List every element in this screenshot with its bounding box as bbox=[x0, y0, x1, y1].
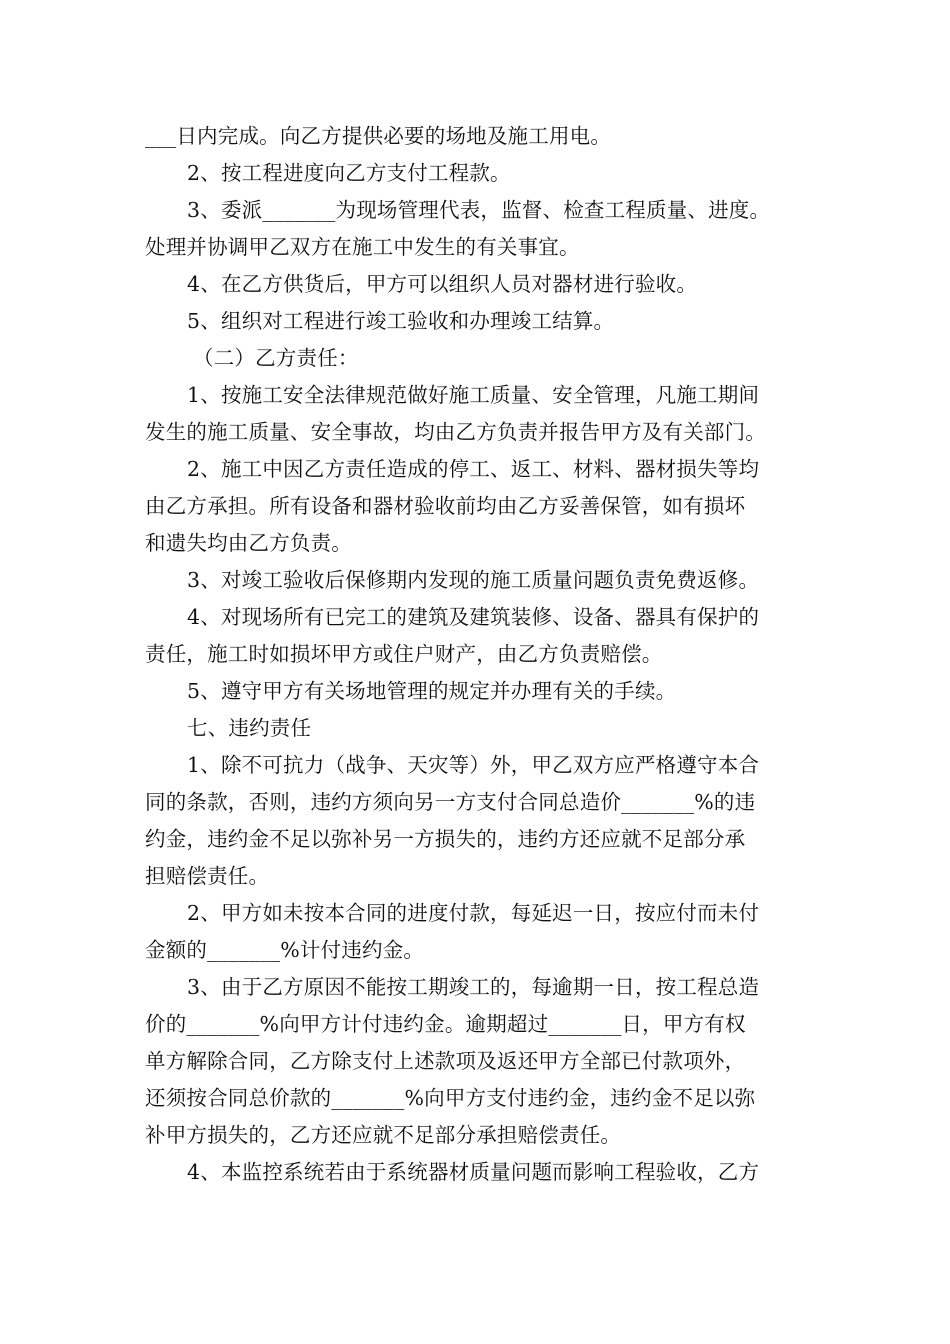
text-line-clause-4: 4、在乙方供货后，甲方可以组织人员对器材进行验收。 bbox=[187, 272, 698, 296]
text-line-b-clause-4: 4、对现场所有已完工的建筑及建筑装修、设备、器具有保护的 bbox=[187, 605, 760, 629]
text-line-breach-1: 1、除不可抗力（战争、天灾等）外，甲乙双方应严格遵守本合 bbox=[187, 753, 760, 777]
text-line-breach-3-cont-2: 单方解除合同，乙方除支付上述款项及返还甲方全部已付款项外， bbox=[145, 1049, 746, 1073]
text-line-continuation: ___日内完成。向乙方提供必要的场地及施工用电。 bbox=[145, 124, 612, 148]
text-line-b-clause-2-cont-1: 由乙方承担。所有设备和器材验收前均由乙方妥善保管，如有损坏 bbox=[145, 494, 746, 518]
text-line-breach-1-cont-1: 同的条款，否则，违约方须向另一方支付合同总造价_______%的违 bbox=[145, 790, 756, 814]
text-line-breach-3-cont-1: 价的_______%向甲方计付违约金。逾期超过_______日，甲方有权 bbox=[145, 1012, 746, 1036]
text-line-breach-3-cont-3: 还须按合同总价款的_______%向甲方支付违约金，违约金不足以弥 bbox=[145, 1086, 756, 1110]
text-line-breach-2-cont: 金额的_______%计付违约金。 bbox=[145, 938, 425, 962]
text-line-breach-1-cont-2: 约金，违约金不足以弥补另一方损失的，违约方还应就不足部分承 bbox=[145, 827, 746, 851]
text-line-b-clause-2-cont-2: 和遗失均由乙方负责。 bbox=[145, 531, 352, 555]
text-line-breach-3-cont-4: 补甲方损失的，乙方还应就不足部分承担赔偿责任。 bbox=[145, 1123, 622, 1147]
section-heading-breach: 七、违约责任 bbox=[187, 716, 312, 740]
text-line-breach-2: 2、甲方如未按本合同的进度付款，每延迟一日，按应付而未付 bbox=[187, 901, 760, 925]
text-line-b-clause-1: 1、按施工安全法律规范做好施工质量、安全管理，凡施工期间 bbox=[187, 383, 760, 407]
text-line-clause-2: 2、按工程进度向乙方支付工程款。 bbox=[187, 161, 511, 185]
section-heading-party-b: （二）乙方责任： bbox=[193, 346, 359, 370]
text-line-clause-3-cont: 处理并协调甲乙双方在施工中发生的有关事宜。 bbox=[145, 235, 580, 259]
text-line-b-clause-4-cont: 责任，施工时如损坏甲方或住户财产，由乙方负责赔偿。 bbox=[145, 642, 663, 666]
text-line-b-clause-3: 3、对竣工验收后保修期内发现的施工质量问题负责免费返修。 bbox=[187, 568, 760, 592]
text-line-clause-3: 3、委派_______为现场管理代表，监督、检查工程质量、进度。 bbox=[187, 198, 771, 222]
contract-text bbox=[145, 118, 810, 1191]
text-line-b-clause-1-cont: 发生的施工质量、安全事故，均由乙方负责并报告甲方及有关部门。 bbox=[145, 420, 766, 444]
text-line-b-clause-5: 5、遵守甲方有关场地管理的规定并办理有关的手续。 bbox=[187, 679, 677, 703]
text-line-b-clause-2: 2、施工中因乙方责任造成的停工、返工、材料、器材损失等均 bbox=[187, 457, 760, 481]
text-line-breach-4: 4、本监控系统若由于系统器材质量问题而影响工程验收，乙方 bbox=[187, 1160, 760, 1184]
text-line-breach-1-cont-3: 担赔偿责任。 bbox=[145, 864, 270, 888]
text-line-breach-3: 3、由于乙方原因不能按工期竣工的，每逾期一日，按工程总造 bbox=[187, 975, 760, 999]
text-line-clause-5: 5、组织对工程进行竣工验收和办理竣工结算。 bbox=[187, 309, 615, 333]
